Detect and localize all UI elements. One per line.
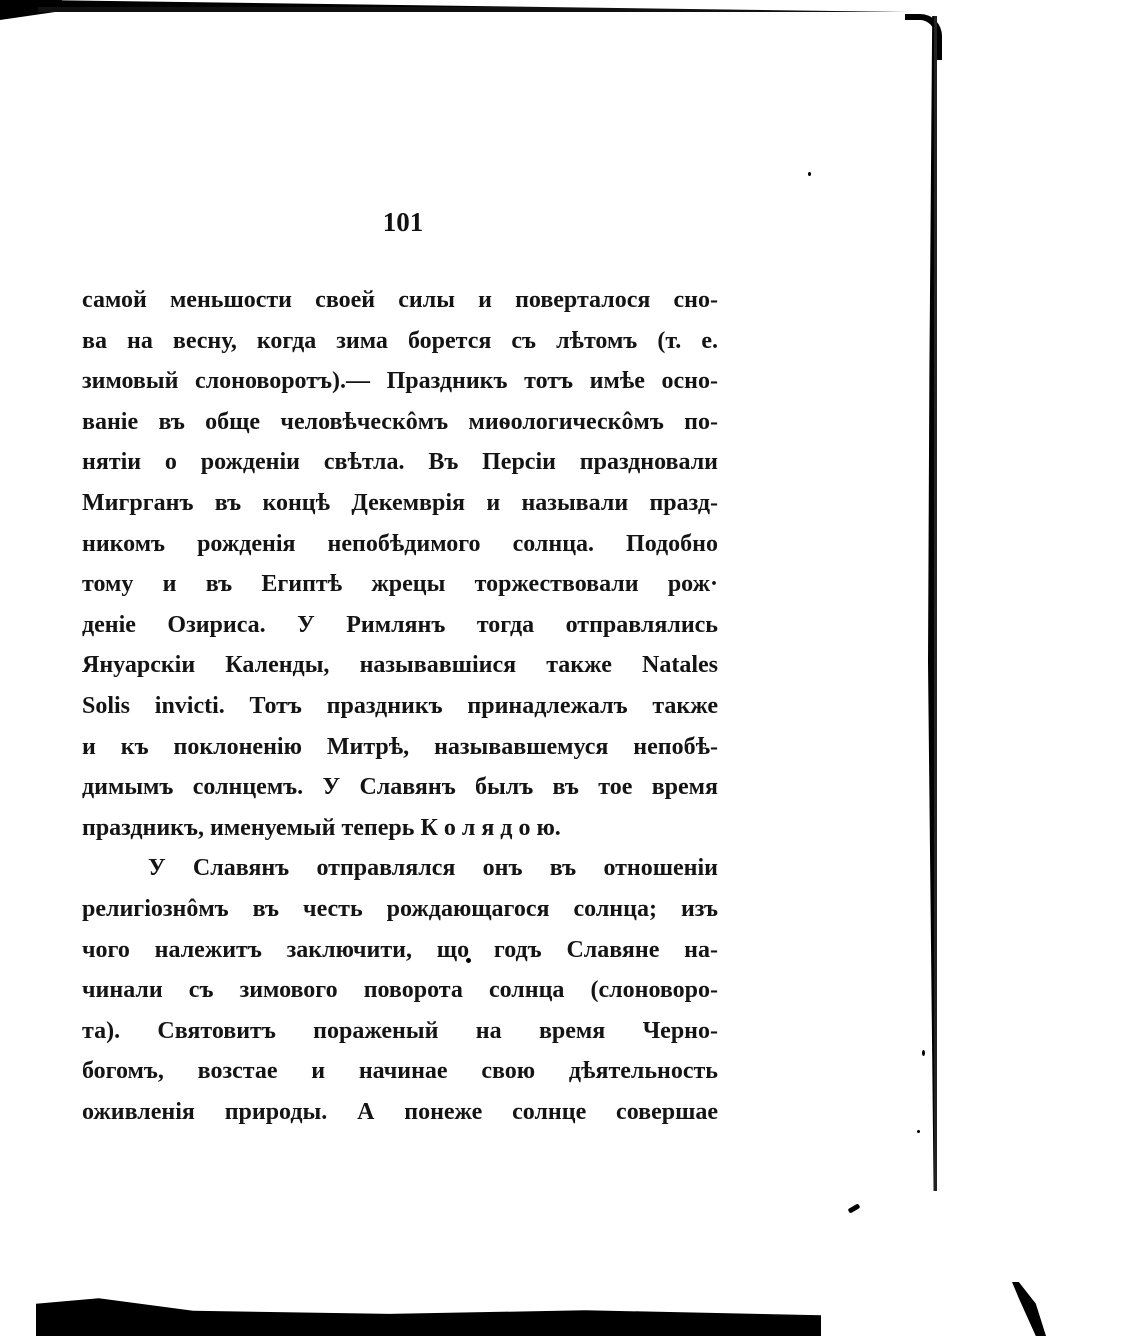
text-line: зимовый слоноворотъ).— Праздникъ тотъ имѣе осно-: [82, 368, 718, 395]
paragraph-1: [82, 280, 718, 848]
page-edge-right: [928, 16, 942, 1191]
text-line: чого належитъ заключити, що годъ Славяне на-: [82, 936, 718, 963]
text-line: та). Святовитъ пораженый на время Черно-: [82, 1017, 718, 1044]
text-line: богомъ, возстае и начинае свою дѣятельность: [82, 1058, 718, 1085]
scan-speck: [808, 172, 811, 176]
text-line: религіознôмъ въ честь рождающагося солнца; изъ: [82, 895, 718, 922]
text-line: праздникъ, именуемый теперь К о л я д о ю.: [82, 814, 561, 841]
text-line: самой меньшости своей силы и поверталося сно-: [82, 287, 718, 313]
text-line: У Славянъ отправлялся онъ въ отношеніи: [148, 855, 718, 882]
text-line: Solis invicti. Тотъ праздникъ принадлежалъ также: [82, 692, 718, 719]
text-line: димымъ солнцемъ. У Славянъ былъ въ тое время: [82, 774, 718, 801]
text-line: нятіи о рожденіи свѣтла. Въ Персіи праздновали: [82, 449, 718, 476]
text-line: ва на весну, когда зима борется съ лѣтомъ (т. е.: [82, 327, 718, 354]
scan-speck: [917, 1130, 920, 1133]
text-line: ваніе въ обще человѣческôмъ миѳологическôмъ по-: [82, 408, 718, 435]
text-line: тому и въ Египтѣ жрецы торжествовали рож·: [82, 571, 718, 598]
body-text: [82, 280, 718, 1132]
page-edge-top: [38, 0, 918, 22]
scan-speck: [922, 1050, 925, 1056]
paragraph-2: [82, 848, 718, 1132]
page-edge-bottom-right: [1012, 1282, 1046, 1336]
page-number: 101: [382, 207, 424, 237]
page-edge-bottom: [36, 1290, 821, 1336]
text-line: Мигрганъ въ концѣ Декемврія и называли празд-: [82, 489, 718, 516]
text-line: деніе Озириса. У Римлянъ тогда отправлялись: [82, 611, 718, 638]
scan-speck: [848, 1203, 861, 1213]
text-line: чинали съ зимового поворота солнца (слоноворо-: [82, 977, 718, 1004]
text-line: Януарскіи Календы, называвшіися также Natales: [82, 652, 718, 679]
text-line: никомъ рожденія непобѣдимого солнца. Подобно: [82, 530, 718, 557]
text-line: и къ поклоненію Митрѣ, называвшемуся непобѣ-: [82, 733, 718, 760]
text-line: оживленія природы. А понеже солнце совершае: [82, 1098, 718, 1125]
